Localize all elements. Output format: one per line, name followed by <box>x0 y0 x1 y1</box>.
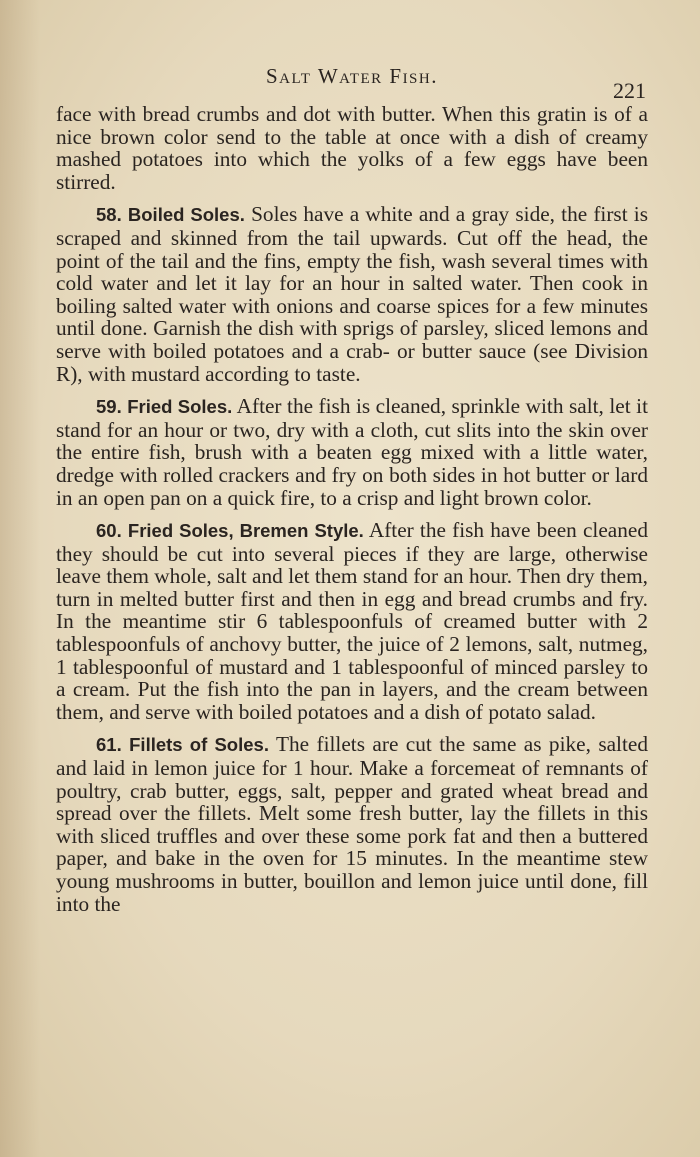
recipe-number: 58. <box>96 204 122 226</box>
paragraph-text: face with bread crumbs and dot with butter. When this gratin is of a nice brown color send to the table at once with a dish of creamy mashed potatoes into which the yolks of a few eggs have been stirred. <box>56 102 648 194</box>
recipe-60 <box>56 519 648 723</box>
recipe-number: 60. <box>96 520 122 542</box>
recipe-text: After the fish is cleaned, sprinkle with salt, let it stand for an hour or two, dry with a cloth, cut slits into the skin over the entire fish, brush with a beaten egg mixed with a little water, dredge with rolled crackers and fry on both sides in hot butter or lard in an open pan on a quick fire, to a crisp and light brown color. <box>56 394 648 510</box>
recipe-title: Fried Soles. <box>127 396 233 418</box>
running-title: Salt Water Fish. <box>265 64 438 88</box>
recipe-text: The fillets are cut the same as pike, salted and laid in lemon juice for 1 hour. Make a forcemeat of remnants of poultry, crab butter, eggs, salt, pepper and grated wheat bread and spread over the fillets. Melt some fresh butter, lay the fillets in this with sliced truffles and over these some pork fat and then a buttered paper, and bake in the oven for 15 minutes. In the meantime stew young mushrooms in butter, bouillon and lemon juice until done, fill into the <box>56 732 648 916</box>
recipe-59 <box>56 395 648 509</box>
recipe-number: 61. <box>96 734 122 756</box>
recipe-text: Soles have a white and a gray side, the first is scraped and skinned from the tail upwards. Cut off the head, the point of the tail and the fins, empty the fish, wash several times with cold water and let it lay for an hour in salted water. Then cook in boiling salted water with onions and coarse spices for a few minutes until done. Garnish the dish with sprigs of parsley, sliced lemons and serve with boiled potatoes and a crab- or butter sauce (see Division R), with mustard according to taste. <box>56 202 649 386</box>
recipe-61 <box>56 733 648 915</box>
body-text <box>56 103 648 915</box>
page-header <box>56 62 648 103</box>
recipe-title: Fried Soles, Bremen Style. <box>127 520 364 542</box>
paragraph-continued <box>56 103 648 193</box>
recipe-title: Boiled Soles. <box>127 204 245 226</box>
page-number: 221 <box>613 78 646 103</box>
recipe-58 <box>56 203 648 385</box>
recipe-text: After the fish have been cleaned they should be cut into several pieces if they are large, otherwise leave them whole, salt and let them stand for an hour. Then dry them, turn in melted butter first and then in egg and bread crumbs and fry. In the meantime stir 6 tablespoonfuls of creamed butter with 2 tablespoonfuls of anchovy butter, the juice of 2 lemons, salt, nutmeg, 1 tablespoonful of mustard and 1 tablespoonful of minced parsley to a cream. Put the fish into the pan in layers, and the cream between them, and serve with boiled potatoes and a dish of potato salad. <box>56 518 648 724</box>
recipe-number: 59. <box>96 396 122 418</box>
recipe-title: Fillets of Soles. <box>129 734 269 756</box>
